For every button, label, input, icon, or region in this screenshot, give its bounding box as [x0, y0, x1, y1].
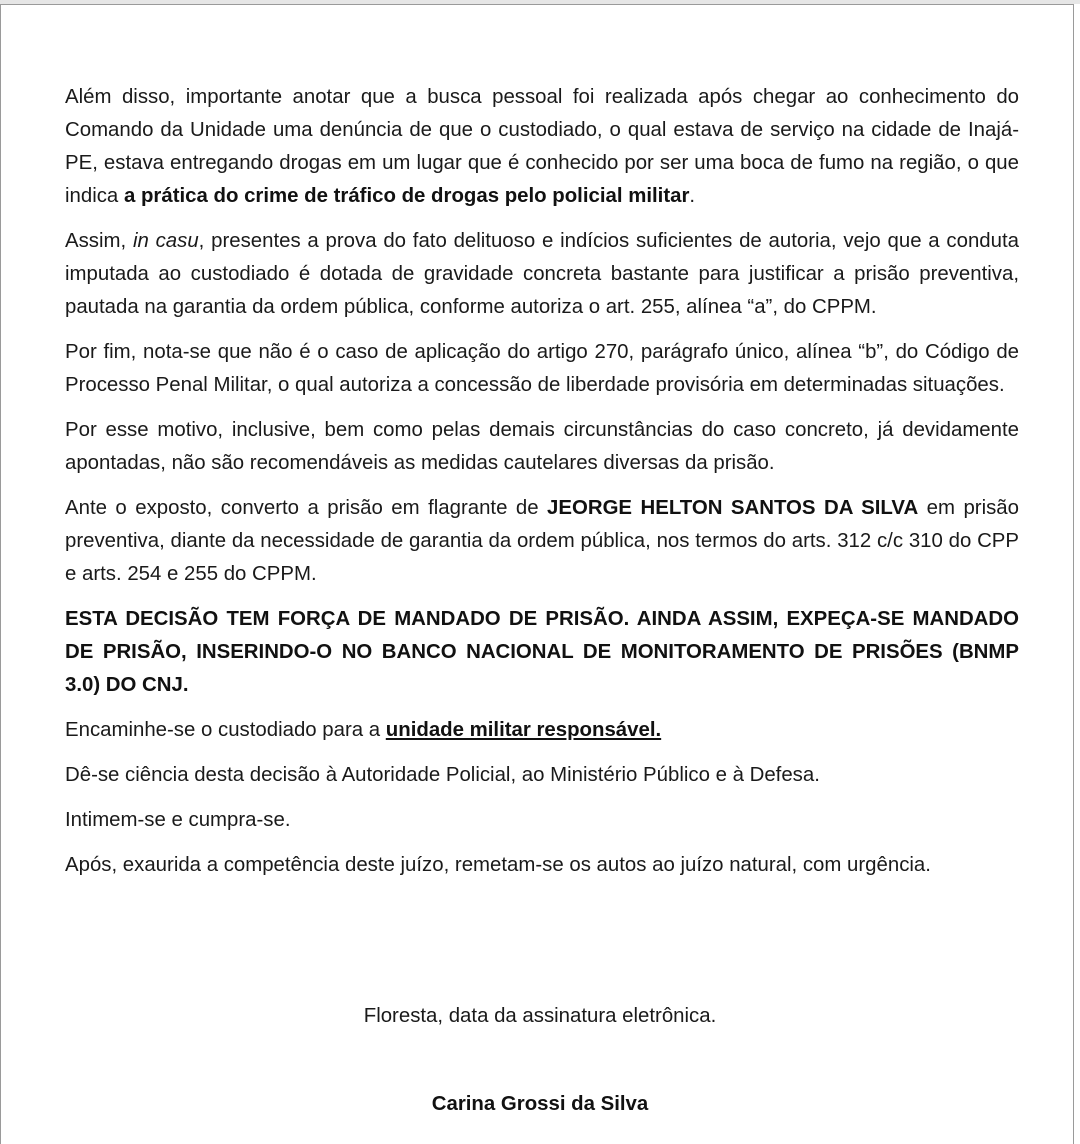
paragraph-medidas-cautelares: Por esse motivo, inclusive, bem como pelas demais circunstâncias do caso concreto, já devidamente apontadas, não são recomendáveis as medidas cautelares diversas da prisão.	[65, 419, 1019, 474]
paragraph-busca-pessoal	[65, 81, 1019, 213]
paragraph-ciencia: Dê-se ciência desta decisão à Autoridade Policial, ao Ministério Público e à Defesa.	[65, 764, 820, 786]
italic-text: in casu	[132, 230, 199, 252]
paragraph-artigo-270: Por fim, nota-se que não é o caso de aplicação do artigo 270, parágrafo único, alínea “b”, do Código de Processo Penal Militar, o qual autoriza a concessão de liberdade provisória em determinadas situações.	[65, 341, 1019, 396]
bold-text: a prática do crime de tráfico de drogas pelo policial militar	[123, 185, 690, 207]
paragraph-mandado-prisao: ESTA DECISÃO TEM FORÇA DE MANDADO DE PRISÃO. AINDA ASSIM, EXPEÇA-SE MANDADO DE PRISÃO, INSERINDO-O NO BANCO NACIONAL DE MONITORAMENTO DE PRISÕES (BNMP 3.0) DO CNJ.	[65, 608, 1019, 696]
paragraph-in-casu	[65, 225, 1019, 324]
paragraph-encaminhamento	[65, 714, 1019, 747]
paragraph-text: Além disso, importante anotar que a busca pessoal foi realizada após chegar ao conhecimento do Comando da Unidade uma denúncia de que o custodiado, o qual estava de serviço na cidade de Inajá-PE, estava entregando drogas em um lugar que é conhecido por ser uma boca de fumo na região, o que indica	[65, 86, 1019, 207]
underlined-bold-text: unidade militar responsável.	[385, 719, 662, 741]
paragraph-text: em prisão preventiva, diante da necessidade de garantia da ordem pública, nos termos do arts. 312 c/c 310 do CPP e arts. 254 e 255 do CPPM.	[65, 497, 1019, 585]
paragraph-text: Ante o exposto, converto a prisão em flagrante de	[65, 497, 548, 519]
paragraph-conversao-prisao	[65, 492, 1019, 591]
paragraph-intimacao: Intimem-se e cumpra-se.	[65, 809, 291, 831]
paragraph-text: , presentes a prova do fato delituoso e indícios suficientes de autoria, vejo que a conduta imputada ao custodiado é dotada de gravidade concreta bastante para justificar a prisão preventiva, pautada na garantia da ordem pública, conforme autoriza o art. 255, alínea “a”, do CPPM.	[65, 230, 1019, 318]
paragraph-text: .	[689, 185, 696, 207]
signer-name: Carina Grossi da Silva	[431, 1093, 649, 1115]
paragraph-remessa-autos: Após, exaurida a competência deste juízo, remetam-se os autos ao juízo natural, com urgência.	[65, 854, 931, 876]
defendant-name: JEORGE HELTON SANTOS DA SILVA	[547, 497, 919, 519]
paragraph-text: Assim,	[65, 230, 133, 252]
document-body	[65, 81, 1019, 894]
place-date-line: Floresta, data da assinatura eletrônica.	[363, 1005, 717, 1027]
paragraph-text: Encaminhe-se o custodiado para a	[65, 719, 386, 741]
